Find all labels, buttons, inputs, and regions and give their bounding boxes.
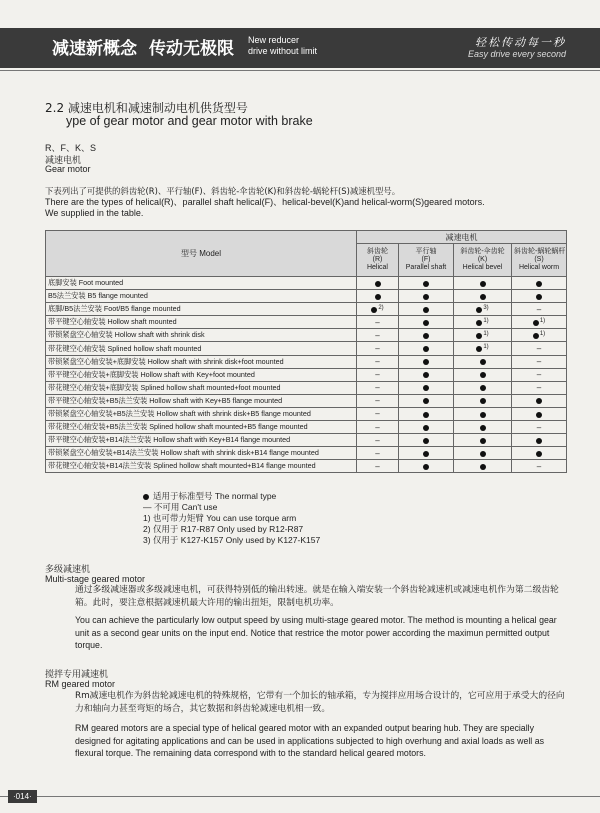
row-label: 带花键空心轴安装+底脚安装 Splined hollow shaft mounted+foot mounted xyxy=(46,381,357,394)
available-dot-icon xyxy=(480,359,486,365)
available-dot-icon xyxy=(375,281,381,287)
row-label: 带平键空心轴安装+B14法兰安装 Hollow shaft with Key+B14 flange mounted xyxy=(46,434,357,447)
available-dot-icon xyxy=(423,333,429,339)
subtitle-en: Gear motor xyxy=(45,164,91,174)
table-cell xyxy=(399,342,454,355)
available-dot-icon xyxy=(480,412,486,418)
available-dot-icon xyxy=(480,464,486,470)
unavailable-dash-icon: – xyxy=(536,304,542,314)
table-cell xyxy=(357,329,399,342)
table-cell xyxy=(454,381,512,394)
column-header-en: Helical xyxy=(366,264,388,271)
model-table xyxy=(45,230,567,473)
intro-en-1: There are the types of helical(R)、parallel shaft helical(F)、helical-bevel(K)and helical-worm(S)geared motors. xyxy=(45,196,485,207)
available-dot-icon xyxy=(423,359,429,365)
table-cell xyxy=(454,290,512,303)
available-dot-icon xyxy=(423,451,429,457)
table-cell xyxy=(454,368,512,381)
table-cell xyxy=(454,355,512,368)
table-cell xyxy=(512,407,567,420)
column-header-code: (K) xyxy=(477,256,488,263)
available-dot-icon xyxy=(480,281,486,287)
table-cell xyxy=(454,421,512,434)
available-dot-icon xyxy=(480,425,486,431)
legend xyxy=(143,491,320,546)
cell-note: 1) xyxy=(539,330,546,337)
table-row xyxy=(46,421,567,434)
available-dot-icon xyxy=(423,425,429,431)
table-cell xyxy=(512,434,567,447)
table-cell xyxy=(399,407,454,420)
rm-para-en: RM geared motors are a special type of helical geared motor with an expanded output bearing hub. They are specially designed for agitating applications and can be used in applications subjected to high overhung and axial loads as well as flexural torque. The remaining data correspond with to the standard helical geared motors. xyxy=(75,723,544,759)
table-row xyxy=(46,407,567,420)
table-cell xyxy=(512,355,567,368)
available-dot-icon xyxy=(423,307,429,313)
column-header-en: Helical worm xyxy=(518,264,560,271)
row-label: 带平键空心轴安装 Hollow shaft mounted xyxy=(46,316,357,329)
table-cell xyxy=(454,394,512,407)
table-cell xyxy=(512,368,567,381)
header-band xyxy=(0,28,600,68)
header-english-line2: drive without limit xyxy=(248,46,318,56)
table-cell xyxy=(399,447,454,460)
rm-title-en: RM geared motor xyxy=(45,679,116,689)
table-cell xyxy=(454,329,512,342)
multistage-title-cn: 多级减速机 xyxy=(45,565,91,575)
row-label: 带锁紧盘空心轴安装+B14法兰安装 Hollow shaft with shrink disk+B14 flange mounted xyxy=(46,447,357,460)
table-cell xyxy=(399,329,454,342)
unavailable-dash-icon: – xyxy=(375,357,380,367)
row-label: 带花键空心轴安装+B14法兰安装 Splined hollow shaft mounted+B14 flange mounted xyxy=(46,460,357,473)
row-label: 带平键空心轴安装+底脚安装 Hollow shaft with Key+foot mounted xyxy=(46,368,357,381)
subtitle-cn: 减速电机 xyxy=(45,156,82,166)
rm-para-cn: Rm减速电机作为斜齿轮减速电机的特殊规格，它带有一个加长的轴承箱，专为搅拌应用场合设计的，它可应用于承受大的径向力和轴向力甚至弯矩的场合，其它数据和斜齿轮减速电机相一致。 xyxy=(75,691,565,714)
header-english-line1: New reducer xyxy=(248,35,300,45)
cell-note: 3) xyxy=(483,304,489,311)
available-dot-icon xyxy=(476,333,482,339)
column-header-en: Helical bevel xyxy=(462,264,503,271)
legend-note-2: 2) 仅用于 R17-R87 Only used by R12-R87 xyxy=(143,524,304,534)
table-cell xyxy=(454,407,512,420)
table-row xyxy=(46,394,567,407)
table-cell xyxy=(357,368,399,381)
available-dot-icon xyxy=(480,372,486,378)
intro-en-2: We supplied in the table. xyxy=(45,207,144,218)
table-cell xyxy=(399,460,454,473)
table-cell xyxy=(357,434,399,447)
available-dot-icon xyxy=(423,464,429,470)
table-row xyxy=(46,460,567,473)
legend-note-1: 1) 也可带力矩臂 You can use torque arm xyxy=(143,513,297,523)
available-dot-icon xyxy=(533,333,539,339)
legend-normal-text: 适用于标准型号 The normal type xyxy=(153,491,277,501)
available-dot-icon xyxy=(423,346,429,352)
column-header-cn: 斜齿轮-蜗轮蜗杆 xyxy=(514,248,566,255)
column-header xyxy=(357,244,399,277)
table-cell xyxy=(512,329,567,342)
table-cell xyxy=(399,277,454,290)
available-dot-icon xyxy=(371,307,377,313)
unavailable-dash-icon: – xyxy=(375,448,380,458)
unavailable-dash-icon: – xyxy=(536,383,542,393)
section-heading-en: ype of gear motor and gear motor with brake xyxy=(66,114,313,128)
multistage-para-cn: 通过多级减速器或多级减速电机，可获得特别低的输出转速。就是在输入端安装一个斜齿轮减速机或减速电机作为第二级齿轮箱。此时，要注意根据减速机最大许用的输出扭矩，限制电机功率。 xyxy=(75,585,559,608)
table-cell xyxy=(454,460,512,473)
column-header-en: Parallel shaft xyxy=(405,264,447,271)
header-title xyxy=(52,34,234,59)
row-label: 底脚安装 Foot mounted xyxy=(46,277,357,290)
column-header xyxy=(454,244,512,277)
table-cell xyxy=(512,303,567,316)
available-dot-icon xyxy=(536,451,542,457)
dot-icon xyxy=(143,494,149,500)
cell-note: 1) xyxy=(483,330,489,337)
available-dot-icon xyxy=(423,412,429,418)
table-cell xyxy=(357,407,399,420)
unavailable-dash-icon: – xyxy=(375,370,380,380)
table-row xyxy=(46,316,567,329)
intro-text xyxy=(45,186,485,218)
table-cell xyxy=(399,381,454,394)
available-dot-icon xyxy=(536,412,542,418)
legend-note-3: 3) 仅用于 K127-K157 Only used by K127-K157 xyxy=(143,535,321,545)
available-dot-icon xyxy=(423,372,429,378)
available-dot-icon xyxy=(536,398,542,404)
row-label: 带花键空心轴安装+B5法兰安装 Splined hollow shaft mounted+B5 flange mounted xyxy=(46,421,357,434)
cell-note: 1) xyxy=(539,317,546,324)
column-header-cn: 平行轴 xyxy=(415,248,437,255)
column-header-code: (F) xyxy=(421,256,431,263)
unavailable-dash-icon: – xyxy=(375,383,380,393)
table-body xyxy=(46,277,567,473)
available-dot-icon xyxy=(480,294,486,300)
unavailable-dash-icon: – xyxy=(375,344,380,354)
available-dot-icon xyxy=(476,346,482,352)
table-cell xyxy=(399,290,454,303)
table-cell xyxy=(357,447,399,460)
table-cell xyxy=(512,316,567,329)
legend-normal xyxy=(143,491,320,502)
table-cell xyxy=(512,394,567,407)
unavailable-dash-icon: – xyxy=(375,409,380,419)
table-cell xyxy=(399,421,454,434)
table-cell xyxy=(399,355,454,368)
table-cell xyxy=(357,277,399,290)
table-row xyxy=(46,290,567,303)
table-cell xyxy=(357,394,399,407)
column-header-cn: 斜齿轮 xyxy=(367,248,388,255)
row-label: 带锁紧盘空心轴安装+B5法兰安装 Hollow shaft with shrink disk+B5 flange mounted xyxy=(46,407,357,420)
row-label: 带锁紧盘空心轴安装+底脚安装 Hollow shaft with shrink disk+foot mounted xyxy=(46,355,357,368)
table-cell xyxy=(357,342,399,355)
table-cell xyxy=(454,303,512,316)
series-label: R、F、K、S xyxy=(45,143,97,153)
legend-cant-use: — 不可用 Can't use xyxy=(143,502,218,512)
rm-title-cn: 搅拌专用减速机 xyxy=(45,670,109,680)
table-cell xyxy=(399,303,454,316)
table-cell xyxy=(454,316,512,329)
section-heading-cn: 2.2 减速电机和减速制动电机供货型号 xyxy=(45,101,248,115)
table-cell xyxy=(357,290,399,303)
column-header-code: (S) xyxy=(534,256,544,263)
table-row xyxy=(46,303,567,316)
table-row xyxy=(46,368,567,381)
unavailable-dash-icon: – xyxy=(536,344,542,354)
table-row xyxy=(46,447,567,460)
unavailable-dash-icon: – xyxy=(536,370,542,380)
available-dot-icon xyxy=(480,451,486,457)
table-cell xyxy=(399,394,454,407)
footer-rule xyxy=(0,796,600,797)
page-number: ·014· xyxy=(8,790,37,803)
unavailable-dash-icon: – xyxy=(536,357,542,367)
table-row xyxy=(46,355,567,368)
available-dot-icon xyxy=(536,294,542,300)
table-cell xyxy=(454,342,512,355)
header-title-part1: 减速新概念 xyxy=(52,39,137,59)
multistage-title-en: Multi-stage geared motor xyxy=(45,574,146,584)
table-cell xyxy=(512,447,567,460)
available-dot-icon xyxy=(423,320,429,326)
table-cell xyxy=(399,434,454,447)
row-label: B5法兰安装 B5 flange mounted xyxy=(46,290,357,303)
table-cell xyxy=(399,368,454,381)
table-cell xyxy=(357,355,399,368)
group-header: 减速电机 xyxy=(357,231,567,244)
table-cell xyxy=(454,434,512,447)
table-row xyxy=(46,329,567,342)
cell-note: 2) xyxy=(378,304,384,311)
intro-cn: 下表列出了可提供的斜齿轮(R)、平行轴(F)、斜齿轮-伞齿轮(K)和斜齿轮-蜗轮杆(S)减速机型号。 xyxy=(45,186,401,196)
table-row xyxy=(46,277,567,290)
table-cell xyxy=(454,277,512,290)
header-title-part2: 传动无极限 xyxy=(149,39,234,59)
multistage-para-en: You can achieve the particularly low output speed by using multi-stage geared motor. The method is mounting a helical gear unit as a second gear units on the input end. Notice that restrice the motor power according the maximun permitted output torque. xyxy=(75,615,557,651)
unavailable-dash-icon: – xyxy=(375,435,380,445)
table-cell xyxy=(512,342,567,355)
column-header-cn: 斜齿轮-伞齿轮 xyxy=(460,248,505,255)
table-cell xyxy=(512,421,567,434)
table-row xyxy=(46,381,567,394)
available-dot-icon xyxy=(423,294,429,300)
available-dot-icon xyxy=(536,438,542,444)
table-cell xyxy=(357,421,399,434)
table-cell xyxy=(512,290,567,303)
table-row xyxy=(46,342,567,355)
header-slogan-en: Easy drive every second xyxy=(467,49,566,59)
row-label: 带平键空心轴安装+B5法兰安装 Hollow shaft with Key+B5 flange mounted xyxy=(46,394,357,407)
available-dot-icon xyxy=(480,398,486,404)
table-cell xyxy=(357,303,399,316)
available-dot-icon xyxy=(423,398,429,404)
available-dot-icon xyxy=(533,320,539,326)
row-label: 底脚/B5法兰安装 Foot/B5 flange mounted xyxy=(46,303,357,316)
available-dot-icon xyxy=(423,438,429,444)
table-cell xyxy=(399,316,454,329)
available-dot-icon xyxy=(423,385,429,391)
column-header xyxy=(512,244,567,277)
column-header-code: (R) xyxy=(372,256,383,263)
unavailable-dash-icon: – xyxy=(375,317,380,327)
available-dot-icon xyxy=(480,385,486,391)
table-cell xyxy=(512,277,567,290)
header-slogan-cn: 轻松传动每一秒 xyxy=(475,36,566,49)
unavailable-dash-icon: – xyxy=(536,461,542,471)
row-label: 带花键空心轴安装 Splined hollow shaft mounted xyxy=(46,342,357,355)
table-cell xyxy=(357,316,399,329)
available-dot-icon xyxy=(375,294,381,300)
table-row xyxy=(46,434,567,447)
row-label: 带锁紧盘空心轴安装 Hollow shaft with shrink disk xyxy=(46,329,357,342)
available-dot-icon xyxy=(423,281,429,287)
available-dot-icon xyxy=(536,281,542,287)
unavailable-dash-icon: – xyxy=(375,461,380,471)
table-cell xyxy=(454,447,512,460)
available-dot-icon xyxy=(476,320,482,326)
unavailable-dash-icon: – xyxy=(375,396,380,406)
type-header: 型号 Model xyxy=(46,231,357,277)
unavailable-dash-icon: – xyxy=(536,422,542,432)
available-dot-icon xyxy=(476,307,482,313)
table-cell xyxy=(512,460,567,473)
header-rule xyxy=(0,70,600,71)
table-cell xyxy=(357,460,399,473)
cell-note: 1) xyxy=(483,317,489,324)
unavailable-dash-icon: – xyxy=(375,330,380,340)
available-dot-icon xyxy=(480,438,486,444)
unavailable-dash-icon: – xyxy=(375,422,380,432)
table-cell xyxy=(512,381,567,394)
header-english xyxy=(248,35,317,57)
column-header xyxy=(399,244,454,277)
table-cell xyxy=(357,381,399,394)
cell-note: 1) xyxy=(483,344,489,351)
